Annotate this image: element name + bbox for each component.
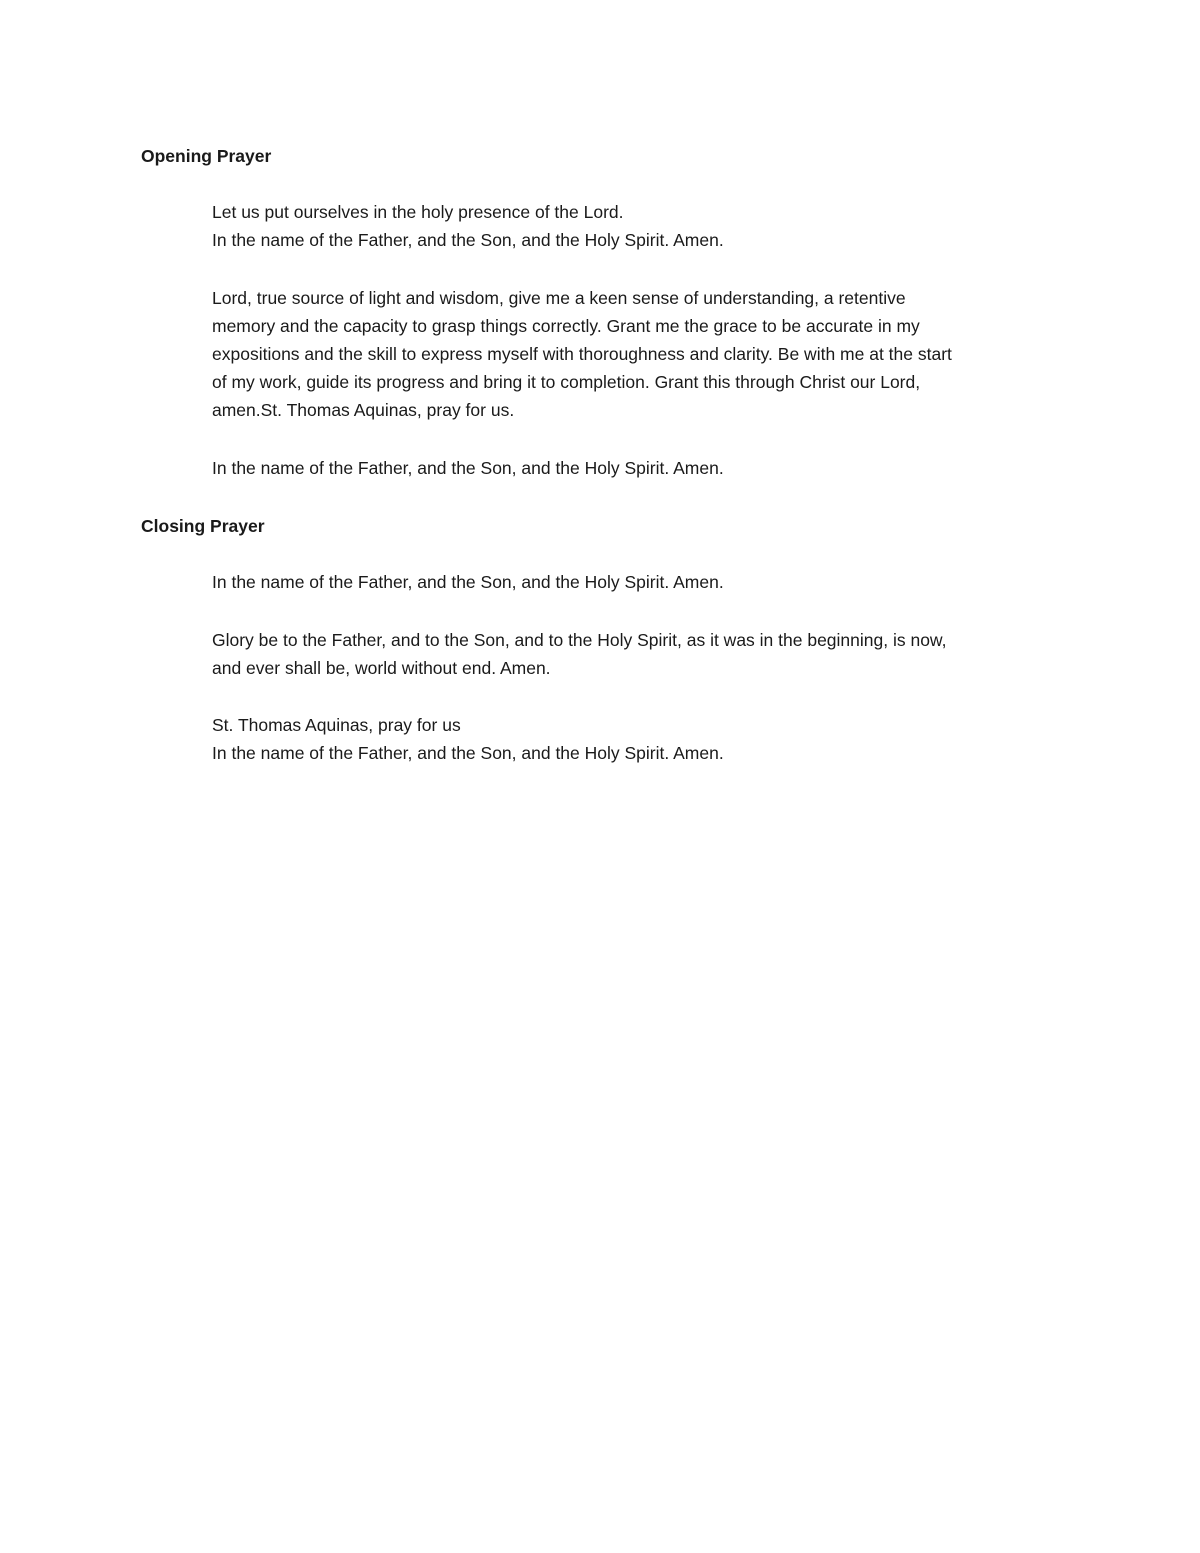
opening-prayer-line: expositions and the skill to express myself with thoroughness and clarity. Be with me at the start	[212, 344, 952, 364]
opening-sign-of-cross-1: In the name of the Father, and the Son, and the Holy Spirit. Amen.	[212, 230, 724, 250]
closing-sign-of-cross-1: In the name of the Father, and the Son, and the Holy Spirit. Amen.	[212, 572, 724, 592]
opening-prayer-line: Lord, true source of light and wisdom, give me a keen sense of understanding, a retentive	[212, 288, 906, 308]
opening-prayer-line: amen.St. Thomas Aquinas, pray for us.	[212, 400, 515, 420]
presence-line: Let us put ourselves in the holy presence of the Lord.	[212, 202, 624, 222]
glory-be-line: Glory be to the Father, and to the Son, and to the Holy Spirit, as it was in the beginning, is now,	[212, 630, 947, 650]
intercession-line: St. Thomas Aquinas, pray for us	[212, 715, 461, 735]
closing-prayer-heading: Closing Prayer	[141, 516, 265, 536]
opening-prayer-heading: Opening Prayer	[141, 146, 272, 166]
closing-sign-of-cross-2: In the name of the Father, and the Son, and the Holy Spirit. Amen.	[212, 743, 724, 763]
glory-be-line: and ever shall be, world without end. Amen.	[212, 658, 551, 678]
opening-prayer-line: memory and the capacity to grasp things correctly. Grant me the grace to be accurate in my	[212, 316, 920, 336]
opening-prayer-line: of my work, guide its progress and bring it to completion. Grant this through Christ our Lord,	[212, 372, 921, 392]
opening-sign-of-cross-2: In the name of the Father, and the Son, and the Holy Spirit. Amen.	[212, 458, 724, 478]
